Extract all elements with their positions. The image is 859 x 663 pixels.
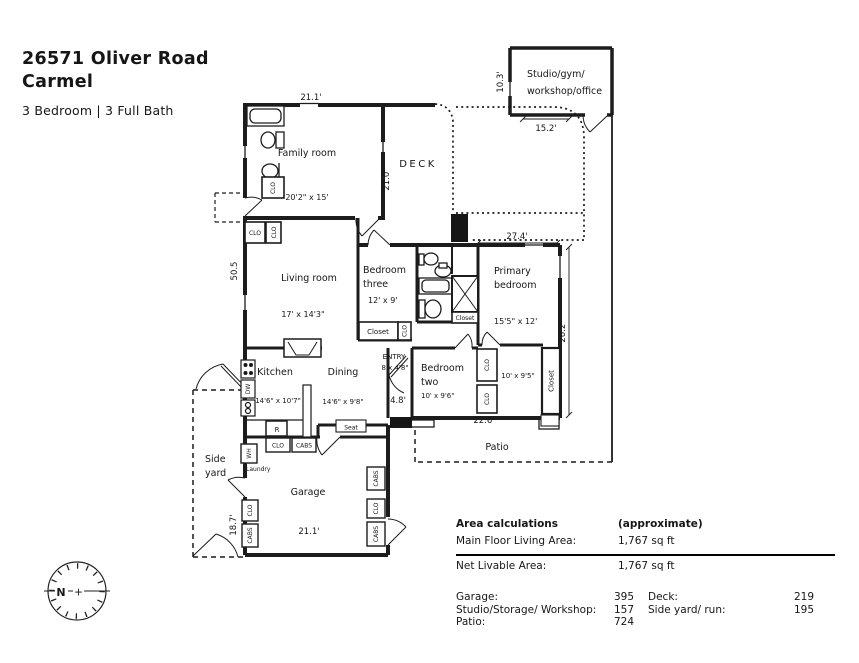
bedroom2-label-1: Bedroom: [421, 363, 464, 374]
porch-dashed: [215, 193, 243, 222]
bedroom2-dims: 10' x 9'6": [421, 392, 455, 400]
header: [22, 48, 209, 122]
living-room-dims: 17' x 14'3": [281, 310, 325, 319]
range-tag: R: [274, 426, 280, 434]
bedroom2-clo-tag-2: CLO: [484, 392, 491, 406]
garage-area-value: 395: [614, 591, 635, 603]
studio-label-1: Studio/gym/: [527, 69, 585, 80]
main-bath-fixtures: [419, 253, 478, 318]
living-left-dim: 50.5: [230, 261, 240, 281]
patio-top-dim: 22.6': [473, 416, 495, 426]
studio-area-value: 157: [614, 603, 635, 616]
chimney: [451, 214, 468, 242]
entry-dims: 8 x 4'8": [381, 364, 409, 372]
garage-left-dim: 18.7': [229, 514, 239, 536]
bath-closet-label: Closet: [455, 315, 475, 322]
family-room-label: Family room: [277, 148, 337, 159]
area-calculations: [456, 518, 836, 629]
area-calc-divider: [456, 554, 835, 556]
area-items-left: [456, 591, 648, 629]
kitchen-cabs-tag: CABS: [295, 442, 313, 450]
bedroom3-closet-label: Closet: [367, 328, 389, 336]
bedroom2-label-2: two: [421, 377, 439, 388]
garage-cabs-right-tag-1: CABS: [373, 470, 380, 487]
dining-label: Dining: [327, 367, 359, 378]
wh-tag: WH: [246, 448, 253, 459]
main-floor-label: Main Floor Living Area:: [456, 535, 577, 547]
hall-bath-fixtures: [247, 106, 284, 179]
garage-label: Garage: [290, 487, 326, 498]
bedroom3-clo-tag: CLO: [401, 324, 409, 338]
patio-label: Patio: [485, 442, 509, 453]
garage-cabs-right-tag-2: CABS: [373, 525, 380, 543]
primary-bedroom-label-2: bedroom: [494, 280, 537, 291]
bath-clo-tag: CLO: [270, 181, 277, 195]
area-item-garage: [456, 591, 648, 604]
seat-tag: Seat: [344, 424, 358, 432]
entry-depth-dim: 4.8': [390, 396, 406, 406]
kitchen-dims: 14'6" x 10'7": [255, 397, 301, 405]
garage-clo-right-tag: CLO: [373, 502, 380, 515]
entry-steps: [390, 417, 412, 428]
area-item-side-yard: [648, 604, 814, 617]
room-b-closet-label: Closet: [547, 370, 556, 392]
garage-width-dim: 21.1': [298, 527, 320, 537]
living-clo-tag-2: CLO: [271, 226, 278, 239]
primary-bedroom-label-1: Primary: [494, 266, 531, 277]
side-yard-area-label: Side yard/ run:: [648, 603, 726, 616]
area-item-deck: [648, 591, 814, 604]
dw-tag: DW: [245, 383, 252, 395]
family-room-dims: 20'2" x 15': [285, 193, 329, 202]
laundry-tag: Laundry: [246, 466, 271, 473]
patio-boundary-dashed: [415, 428, 612, 462]
studio-area-label: Studio/Storage/ Workshop:: [456, 603, 597, 616]
compass: [44, 562, 110, 620]
bedroom3-label-2: three: [363, 279, 389, 290]
side-yard-label-1: Side: [205, 454, 226, 465]
bedroom3-dims: 12' x 9': [368, 296, 398, 305]
area-calc-approximate: (approximate): [618, 518, 703, 530]
closet-boxes: [245, 177, 560, 432]
dining-dims: 14'6" x 9'8": [322, 398, 364, 406]
primary-right-dim: 26.2': [558, 321, 568, 343]
bedroom2-clo-tag-1: CLO: [484, 358, 491, 372]
living-room-label: Living room: [281, 273, 337, 284]
page-subtitle: 3 Bedroom | 3 Full Bath: [22, 103, 174, 118]
patio-area-value: 724: [614, 616, 635, 628]
garage-area-label: Garage:: [456, 591, 498, 603]
studio-label-2: workshop/office: [527, 86, 603, 97]
room-b-dims: 10' x 9'5": [501, 372, 535, 380]
deck-left-dim: 21.0': [382, 169, 392, 191]
patio-area-label: Patio:: [456, 616, 486, 628]
area-item-patio: [456, 616, 648, 629]
kitchen-label: Kitchen: [257, 367, 293, 378]
side-yard-area-value: 195: [793, 603, 814, 616]
studio-height-dim: 10.3': [496, 71, 506, 93]
family-top-dim: 21.1': [300, 93, 322, 103]
bedroom3-label-1: Bedroom: [363, 265, 406, 276]
primary-bedroom-dims: 15'5" x 12': [494, 317, 538, 326]
deck-area-value: 219: [793, 591, 814, 603]
primary-top-dim: 27.4': [506, 232, 528, 242]
area-item-studio: [456, 604, 648, 617]
main-floor-value: 1,767 sq ft: [618, 535, 675, 547]
garage-clo-left-tag: CLO: [247, 504, 254, 517]
side-yard-label-2: yard: [205, 468, 227, 479]
page-title-line1: 26571 Oliver Road: [22, 49, 209, 69]
studio-walls: [510, 48, 612, 115]
net-livable-value: 1,767 sq ft: [618, 560, 675, 572]
compass-plus: +: [73, 585, 84, 599]
page-title-line2: Carmel: [22, 72, 94, 92]
studio-width-dim: 15.2': [535, 124, 557, 134]
compass-north-label: N: [56, 586, 66, 599]
deck-label: DECK: [399, 159, 437, 170]
living-clo-tag-1: CLO: [248, 230, 262, 237]
garage-cabs-left-tag: CABS: [247, 527, 254, 544]
net-livable-label: Net Livable Area:: [456, 560, 547, 572]
area-items-right: [648, 591, 814, 629]
fireplace: [284, 339, 321, 357]
deck-area-label: Deck:: [648, 591, 678, 603]
kitchen-clo-tag: CLO: [271, 442, 285, 450]
entry-label: ENTRY: [382, 353, 406, 361]
area-calc-title: Area calculations: [456, 518, 559, 530]
